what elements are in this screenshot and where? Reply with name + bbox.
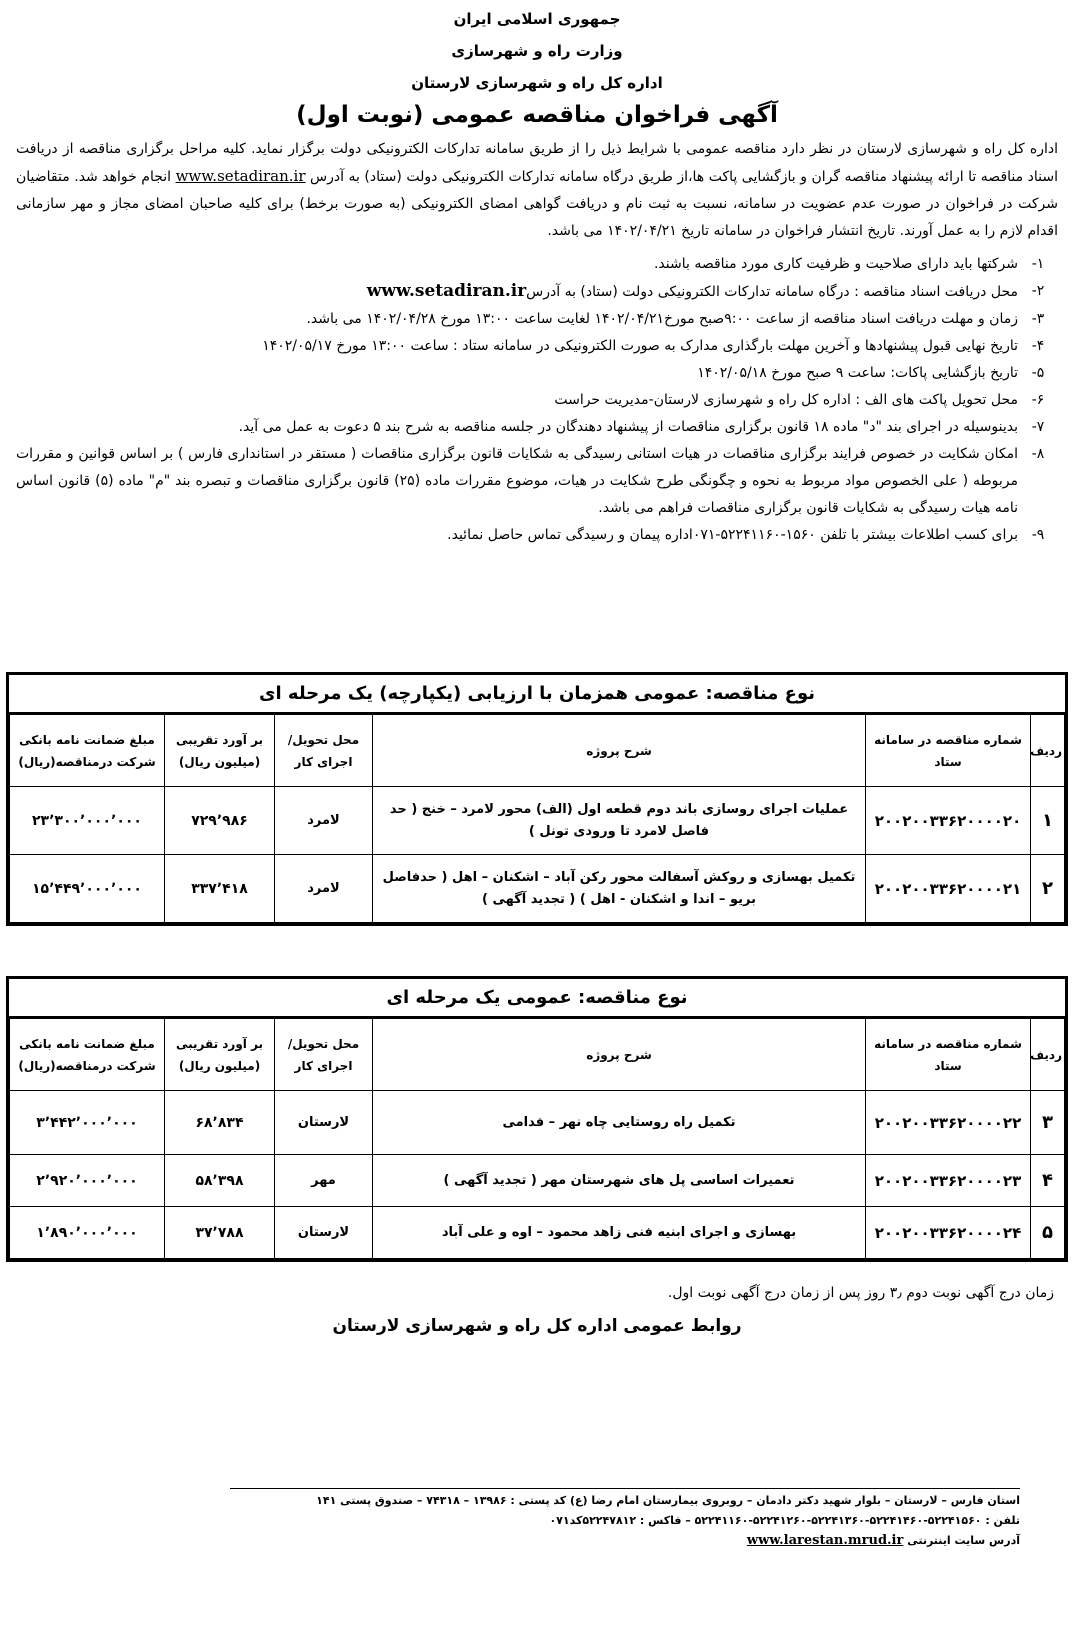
tender-number: ۲۰۰۲۰۰۳۳۶۲۰۰۰۰۲۴ xyxy=(866,1207,1031,1259)
col-row: ردیف xyxy=(1031,715,1065,787)
tender-number: ۲۰۰۲۰۰۳۳۶۲۰۰۰۰۲۳ xyxy=(866,1155,1031,1207)
page-title: آگهی فراخوان مناقصه عمومی (نوبت اول) xyxy=(296,102,778,128)
list-item xyxy=(16,387,1058,414)
public-relations-signature: روابط عمومی اداره کل راه و شهرسازی لارستان xyxy=(332,1316,742,1336)
item-number: ۸- xyxy=(1031,446,1045,462)
item-text: زمان و مهلت دریافت اسناد مناقصه از ساعت ۹:۰۰صبح مورخ۱۴۰۲/۰۴/۲۱ لغایت ساعت ۱۳:۰۰ مورخ ۱۴۰۲/۰۴/۲۸ می باشد. xyxy=(306,311,1018,327)
item-text: تاریخ نهایی قبول پیشنهادها و آخرین مهلت بارگذاری مدارک به صورت الکترونیکی در سامانه ستاد : ساعت ۱۳:۰۰ مورخ ۱۴۰۲/۰۵/۱۷ xyxy=(262,338,1018,354)
project-location: مهر xyxy=(275,1155,373,1207)
col-estimate: بر آورد تقریبی (میلیون ریال) xyxy=(165,715,275,787)
item-text: تاریخ بازگشایی پاکات: ساعت ۹ صبح مورخ ۱۴۰۲/۰۵/۱۸ xyxy=(697,365,1018,381)
divider xyxy=(230,1488,1020,1489)
estimate-value: ۷۲۹٬۹۸۶ xyxy=(165,787,275,855)
table-row xyxy=(10,855,1065,923)
row-number: ۵ xyxy=(1031,1207,1065,1259)
estimate-value: ۵۸٬۳۹۸ xyxy=(165,1155,275,1207)
letterhead xyxy=(0,10,1074,92)
project-location: لامرد xyxy=(275,787,373,855)
phone-fax: تلفن : ۵۲۲۴۱۵۶۰-۵۲۲۴۱۴۶۰-۵۲۲۴۱۳۶۰-۵۲۲۴۱۲۶۰-۵۲۲۴۱۱۶۰ – فاکس : ۵۲۲۴۷۸۱۲کد۰۷۱ xyxy=(549,1514,1020,1527)
table-header-row xyxy=(10,715,1065,787)
list-item xyxy=(16,360,1058,387)
project-description: عملیات اجرای روسازی باند دوم قطعه اول (الف) محور لامرد – خنج ( حد فاصل لامرد تا ورودی تونل ) xyxy=(373,787,866,855)
list-item xyxy=(16,333,1058,360)
second-notice-note: زمان درج آگهی نوبت دوم ۳٫ روز پس از زمان درج آگهی نوبت اول. xyxy=(667,1285,1054,1301)
tender-table xyxy=(9,714,1065,923)
guarantee-value: ۲۳٬۳۰۰٬۰۰۰٬۰۰۰ xyxy=(10,787,165,855)
row-number: ۲ xyxy=(1031,855,1065,923)
table-row xyxy=(10,1091,1065,1155)
conditions-list xyxy=(16,251,1058,549)
estimate-value: ۳۳۷٬۴۱۸ xyxy=(165,855,275,923)
project-description: تکمیل راه روستایی چاه نهر – فدامی xyxy=(373,1091,866,1155)
table-row xyxy=(10,787,1065,855)
project-location: لارستان xyxy=(275,1207,373,1259)
item-number: ۵- xyxy=(1031,365,1045,381)
table-title: نوع مناقصه: عمومی یک مرحله ای xyxy=(9,979,1065,1018)
col-tender-number: شماره مناقصه در سامانه ستاد xyxy=(866,1019,1031,1091)
tender-number: ۲۰۰۲۰۰۳۳۶۲۰۰۰۰۲۰ xyxy=(866,787,1031,855)
office-name: اداره کل راه و شهرسازی لارستان xyxy=(411,74,663,92)
col-description: شرح پروژه xyxy=(373,1019,866,1091)
tender-table-one-stage xyxy=(6,976,1068,1262)
intro-paragraph xyxy=(16,136,1058,245)
intro-text-2: انجام خواهد شد. متقاضیان شرکت در فراخوان در صورت عدم عضویت در سامانه، نسبت به ثبت نام و دریافت گواهی امضای الکترونیکی (به صورت برخط) برای کلیه صاحبان امضای مجاز و مهر سازمانی اقدام لازم را به عمل آورند. تاریخ انتشار فراخوان در سامانه تاریخ ۱۴۰۲/۰۴/۲۱ می باشد. xyxy=(16,169,1058,239)
guarantee-value: ۳٬۴۴۲٬۰۰۰٬۰۰۰ xyxy=(10,1091,165,1155)
guarantee-value: ۲٬۹۲۰٬۰۰۰٬۰۰۰ xyxy=(10,1155,165,1207)
item-number: ۷- xyxy=(1031,419,1045,435)
website-label: آدرس سایت اینترنتی xyxy=(907,1534,1020,1547)
item-text: بدینوسیله در اجرای بند "د" ماده ۱۸ قانون برگزاری مناقصات از پیشنهاد دهندگان در جلسه مناقصه به شرح بند ۵ دعوت به عمل می آید. xyxy=(238,419,1018,435)
tender-table xyxy=(9,1018,1065,1259)
country-name: جمهوری اسلامی ایران xyxy=(453,10,621,28)
tender-number: ۲۰۰۲۰۰۳۳۶۲۰۰۰۰۲۲ xyxy=(866,1091,1031,1155)
item-number: ۶- xyxy=(1031,392,1045,408)
item-text: امکان شکایت در خصوص فرایند برگزاری مناقصات در هیات استانی رسیدگی به شکایات قانون برگزاری مناقصات ( مستقر در استانداری فارس ) بر اساس قوانین و مقررات مربوطه ( علی الخصوص مواد مربوط به نحوه و چگونگی طرح شکایت در هیات، موضوع مقررات ماده (۲۵) قانون برگزاری مناقصات و تبصره بند "م" ماده (۵) قانون اساس نامه هیات رسیدگی به شکایات قانون برگزاری مناقصات فراهم می باشد. xyxy=(16,446,1018,516)
col-tender-number: شماره مناقصه در سامانه ستاد xyxy=(866,715,1031,787)
footer-address xyxy=(230,1488,1020,1551)
item-text: برای کسب اطلاعات بیشتر با تلفن ۱۵۶۰-۵۲۲۴۱۱۶۰-۰۷۱اداره پیمان و رسیدگی تماس حاصل نمائید. xyxy=(447,527,1018,543)
col-guarantee: مبلغ ضمانت نامه بانکی شرکت درمناقصه(ریال) xyxy=(10,1019,165,1091)
list-item xyxy=(16,278,1058,306)
col-description: شرح پروژه xyxy=(373,715,866,787)
item-text: محل تحویل پاکت های الف : اداره کل راه و شهرسازی لارستان-مدیریت حراست xyxy=(554,392,1018,408)
website-link[interactable]: www.larestan.mrud.ir xyxy=(746,1533,904,1548)
row-number: ۳ xyxy=(1031,1091,1065,1155)
tender-table-integrated xyxy=(6,672,1068,926)
estimate-value: ۳۷٬۷۸۸ xyxy=(165,1207,275,1259)
table-row xyxy=(10,1207,1065,1259)
project-description: بهسازی و اجرای ابنیه فنی زاهد محمود – اوه و علی آباد xyxy=(373,1207,866,1259)
guarantee-value: ۱۵٬۴۴۹٬۰۰۰٬۰۰۰ xyxy=(10,855,165,923)
col-location: محل تحویل/اجرای کار xyxy=(275,715,373,787)
project-description: تعمیرات اساسی پل های شهرستان مهر ( تجدید آگهی ) xyxy=(373,1155,866,1207)
col-row: ردیف xyxy=(1031,1019,1065,1091)
item-number: ۹- xyxy=(1031,527,1045,543)
item-number: ۲- xyxy=(1031,283,1045,299)
item-text xyxy=(16,278,1018,306)
item-number: ۳- xyxy=(1031,311,1045,327)
setadiran-link[interactable]: www.setadiran.ir xyxy=(175,167,306,185)
website-row xyxy=(230,1531,1020,1551)
list-item xyxy=(16,306,1058,333)
row-number: ۴ xyxy=(1031,1155,1065,1207)
list-item xyxy=(16,441,1058,522)
item-text: شرکتها باید دارای صلاحیت و ظرفیت کاری مورد مناقصه باشند. xyxy=(653,256,1018,272)
col-guarantee: مبلغ ضمانت نامه بانکی شرکت درمناقصه(ریال) xyxy=(10,715,165,787)
item-text-part: محل دریافت اسناد مناقصه : درگاه سامانه تدارکات الکترونیکی دولت (ستاد) به آدرس xyxy=(526,284,1018,300)
project-location: لارستان xyxy=(275,1091,373,1155)
col-location: محل تحویل/اجرای کار xyxy=(275,1019,373,1091)
project-description: تکمیل بهسازی و روکش آسفالت محور رکن آباد – اشکنان – اهل ( حدفاصل بریو – اندا و اشکنان - اهل ) ( تجدید آگهی ) xyxy=(373,855,866,923)
list-item xyxy=(16,251,1058,278)
ministry-name: وزارت راه و شهرسازی xyxy=(451,42,623,60)
intro-text-1: اداره کل راه و شهرسازی لارستان در نظر دارد مناقصه عمومی با شرایط ذیل را از طریق سامانه تدارکات الکترونیکی دولت برگزار نماید. کلیه مراحل برگزاری مناقصه از دریافت اسناد مناقصه تا ارائه پیشنهاد مناقصه گران و بازگشایی پاکت ها،از طریق درگاه سامانه تدارکات الکترونیکی دولت (ستاد) به آدرس xyxy=(16,141,1058,185)
list-item xyxy=(16,414,1058,441)
table-title: نوع مناقصه: عمومی همزمان با ارزیابی (یکپارچه) یک مرحله ای xyxy=(9,675,1065,714)
guarantee-value: ۱٬۸۹۰٬۰۰۰٬۰۰۰ xyxy=(10,1207,165,1259)
tender-number: ۲۰۰۲۰۰۳۳۶۲۰۰۰۰۲۱ xyxy=(866,855,1031,923)
item-number: ۴- xyxy=(1031,338,1045,354)
postal-address: استان فارس – لارستان – بلوار شهید دکتر دادمان – روبروی بیمارستان امام رضا (ع) کد پستی : ۱۳۹۸۶ – ۷۴۳۱۸ – صندوق پستی ۱۴۱ xyxy=(316,1494,1020,1507)
row-number: ۱ xyxy=(1031,787,1065,855)
setadiran-link-2[interactable]: www.setadiran.ir xyxy=(366,281,527,301)
project-location: لامرد xyxy=(275,855,373,923)
table-row xyxy=(10,1155,1065,1207)
list-item xyxy=(16,522,1058,549)
table-header-row xyxy=(10,1019,1065,1091)
estimate-value: ۶۸٬۸۳۴ xyxy=(165,1091,275,1155)
item-number: ۱- xyxy=(1031,256,1045,272)
col-estimate: بر آورد تقریبی (میلیون ریال) xyxy=(165,1019,275,1091)
